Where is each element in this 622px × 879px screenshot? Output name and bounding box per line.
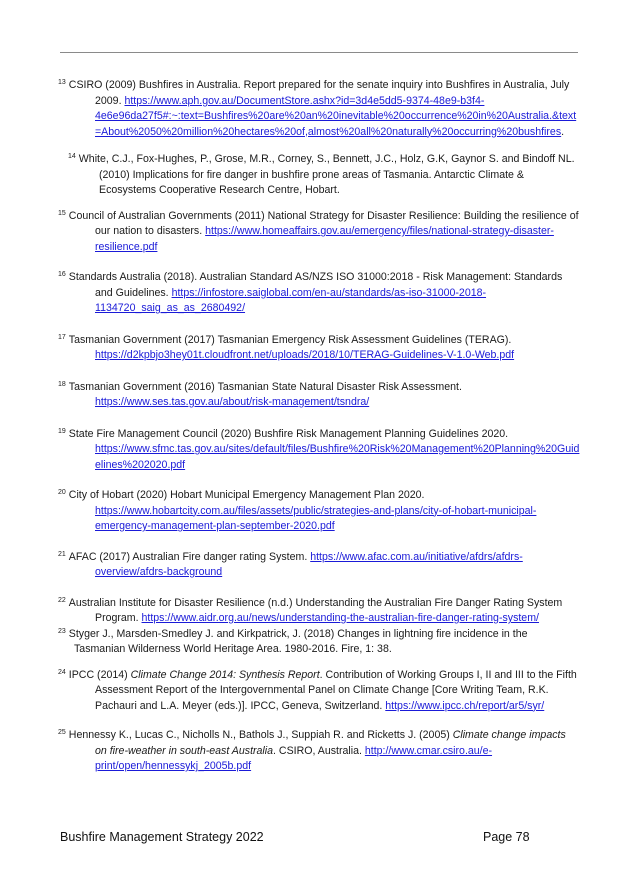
- reference-link[interactable]: https://infostore.saiglobal.com/en-au/standards/as-iso-31000-2018-1134720_saig_as_as_2680492/: [95, 286, 487, 314]
- reference-text: Styger J., Marsden-Smedley J. and Kirkpatrick, J. (2018) Changes in lightning fire incidence in the Tasmanian Wilderness World Heritage Area. 1980-2016. Fire, 1: 38.: [68, 627, 528, 655]
- reference-number: 24: [58, 668, 66, 676]
- reference-21: [58, 550, 580, 581]
- reference-text: Tasmanian Government (2017) Tasmanian Emergency Risk Assessment Guidelines (TERAG).: [68, 333, 512, 346]
- reference-number: 13: [58, 79, 66, 86]
- reference-number: 18: [58, 380, 66, 388]
- reference-text: CSIRO (2009) Bushfires in Australia. Report prepared for the senate inquiry into Bushfires in Australia, July 2009.: [68, 79, 570, 107]
- reference-text: Australian Institute for Disaster Resilience (n.d.) Understanding the Australian Fire Danger Rating System Program.: [68, 596, 563, 624]
- reference-text: Hennessy K., Lucas C., Nicholls N., Bathols J., Suppiah R. and Ricketts J. (2005): [68, 729, 453, 741]
- reference-text: AFAC (2017) Australian Fire danger rating System.: [68, 550, 311, 563]
- reference-number: 15: [58, 209, 66, 217]
- reference-24: [58, 668, 580, 715]
- reference-link[interactable]: https://www.aph.gov.au/DocumentStore.ashx?id=3d4e5dd5-9374-48e9-b3f4-4e6e96da27f5#:~:text=Bushfires%20are%20an%20inevitable%20occurrence%20in%20Australia.&text=About%2050%20million%20hectares%20of,almost%20all%20naturally%20occurring%20bushfires: [95, 94, 577, 138]
- reference-text: Tasmanian Government (2016) Tasmanian State Natural Disaster Risk Assessment.: [68, 380, 462, 393]
- reference-number: 21: [58, 550, 66, 558]
- reference-title: Climate change impacts on fire-weather in south-east Australia: [95, 729, 566, 757]
- reference-number: 23: [58, 627, 66, 635]
- reference-link[interactable]: https://www.aidr.org.au/news/understanding-the-australian-fire-danger-rating-system/: [141, 612, 539, 624]
- reference-text: State Fire Management Council (2020) Bushfire Risk Management Planning Guidelines 2020.: [68, 427, 509, 440]
- header-rule: [60, 52, 578, 53]
- reference-22: [58, 596, 580, 627]
- reference-18: [58, 380, 580, 411]
- reference-text: Standards Australia (2018). Australian Standard AS/NZS ISO 31000:2018 - Risk Management: Standards and Guidelines.: [68, 271, 563, 299]
- reference-13: [58, 78, 580, 140]
- reference-text: Council of Australian Governments (2011) National Strategy for Disaster Resilience: Building the resilience of our nation to disasters.: [68, 209, 579, 237]
- reference-25: [58, 728, 580, 775]
- reference-link[interactable]: http://www.cmar.csiro.au/e-print/open/hennessykj_2005b.pdf: [95, 744, 493, 772]
- reference-list: [58, 78, 580, 775]
- reference-15: [58, 209, 580, 256]
- reference-text-end: .: [561, 125, 565, 138]
- reference-19: [58, 427, 580, 474]
- reference-link[interactable]: https://d2kpbjo3hey01t.cloudfront.net/uploads/2018/10/TERAG-Guidelines-V-1.0-Web.pdf: [95, 349, 515, 361]
- reference-text-cont: . CSIRO, Australia.: [273, 744, 365, 757]
- reference-link[interactable]: https://www.ses.tas.gov.au/about/risk-management/tsndra/: [95, 396, 370, 408]
- reference-text: White, C.J., Fox-Hughes, P., Grose, M.R., Corney, S., Bennett, J.C., Holz, G.K, Gaynor S. and Bindoff NL. (2010) Implications for fire danger in bushfire prone areas of Tasmania. Antarctic Climate & Ecosystems Cooperative Research Centre, Hobart.: [78, 153, 575, 196]
- reference-title: Climate Change 2014: Synthesis Report: [130, 668, 320, 681]
- reference-link[interactable]: https://www.sfmc.tas.gov.au/sites/default/files/Bushfire%20Risk%20Management%20Planning%20Guidelines%202020.pdf: [95, 443, 580, 471]
- reference-link[interactable]: https://www.homeaffairs.gov.au/emergency/files/national-strategy-disaster-resilience.pdf: [95, 225, 554, 253]
- reference-number: 14: [68, 153, 76, 160]
- footer-title: Bushfire Management Strategy 2022: [60, 830, 264, 844]
- reference-number: 19: [58, 427, 66, 435]
- reference-number: 20: [58, 489, 66, 496]
- page-number: Page 78: [483, 830, 530, 844]
- reference-16: [58, 270, 580, 317]
- reference-number: 17: [58, 333, 66, 341]
- reference-link[interactable]: https://www.afac.com.au/initiative/afdrs/afdrs-overview/afdrs-background: [95, 550, 523, 578]
- reference-number: 22: [58, 596, 66, 604]
- reference-link[interactable]: https://www.ipcc.ch/report/ar5/syr/: [385, 699, 545, 712]
- reference-text: City of Hobart (2020) Hobart Municipal Emergency Management Plan 2020.: [68, 489, 425, 501]
- reference-23: [58, 627, 580, 658]
- reference-number: 16: [58, 271, 66, 278]
- reference-text-cont: . Contribution of Working Groups I, II and III to the Fifth Assessment Report of the Intergovernmental Panel on Climate Change [Core Writing Team, R.K. Pachauri and L.A. Meyer (eds.)]. IPCC, Geneva, Switzerland.: [95, 668, 577, 712]
- reference-17: [58, 333, 580, 364]
- reference-number: 25: [58, 729, 66, 736]
- reference-link[interactable]: https://www.hobartcity.com.au/files/assets/public/strategies-and-plans/city-of-hobart-municipal-emergency-management-plan-september-2020.pdf: [95, 504, 537, 532]
- reference-text: IPCC (2014): [68, 668, 131, 681]
- reference-20: [58, 488, 580, 535]
- reference-14: [58, 152, 580, 199]
